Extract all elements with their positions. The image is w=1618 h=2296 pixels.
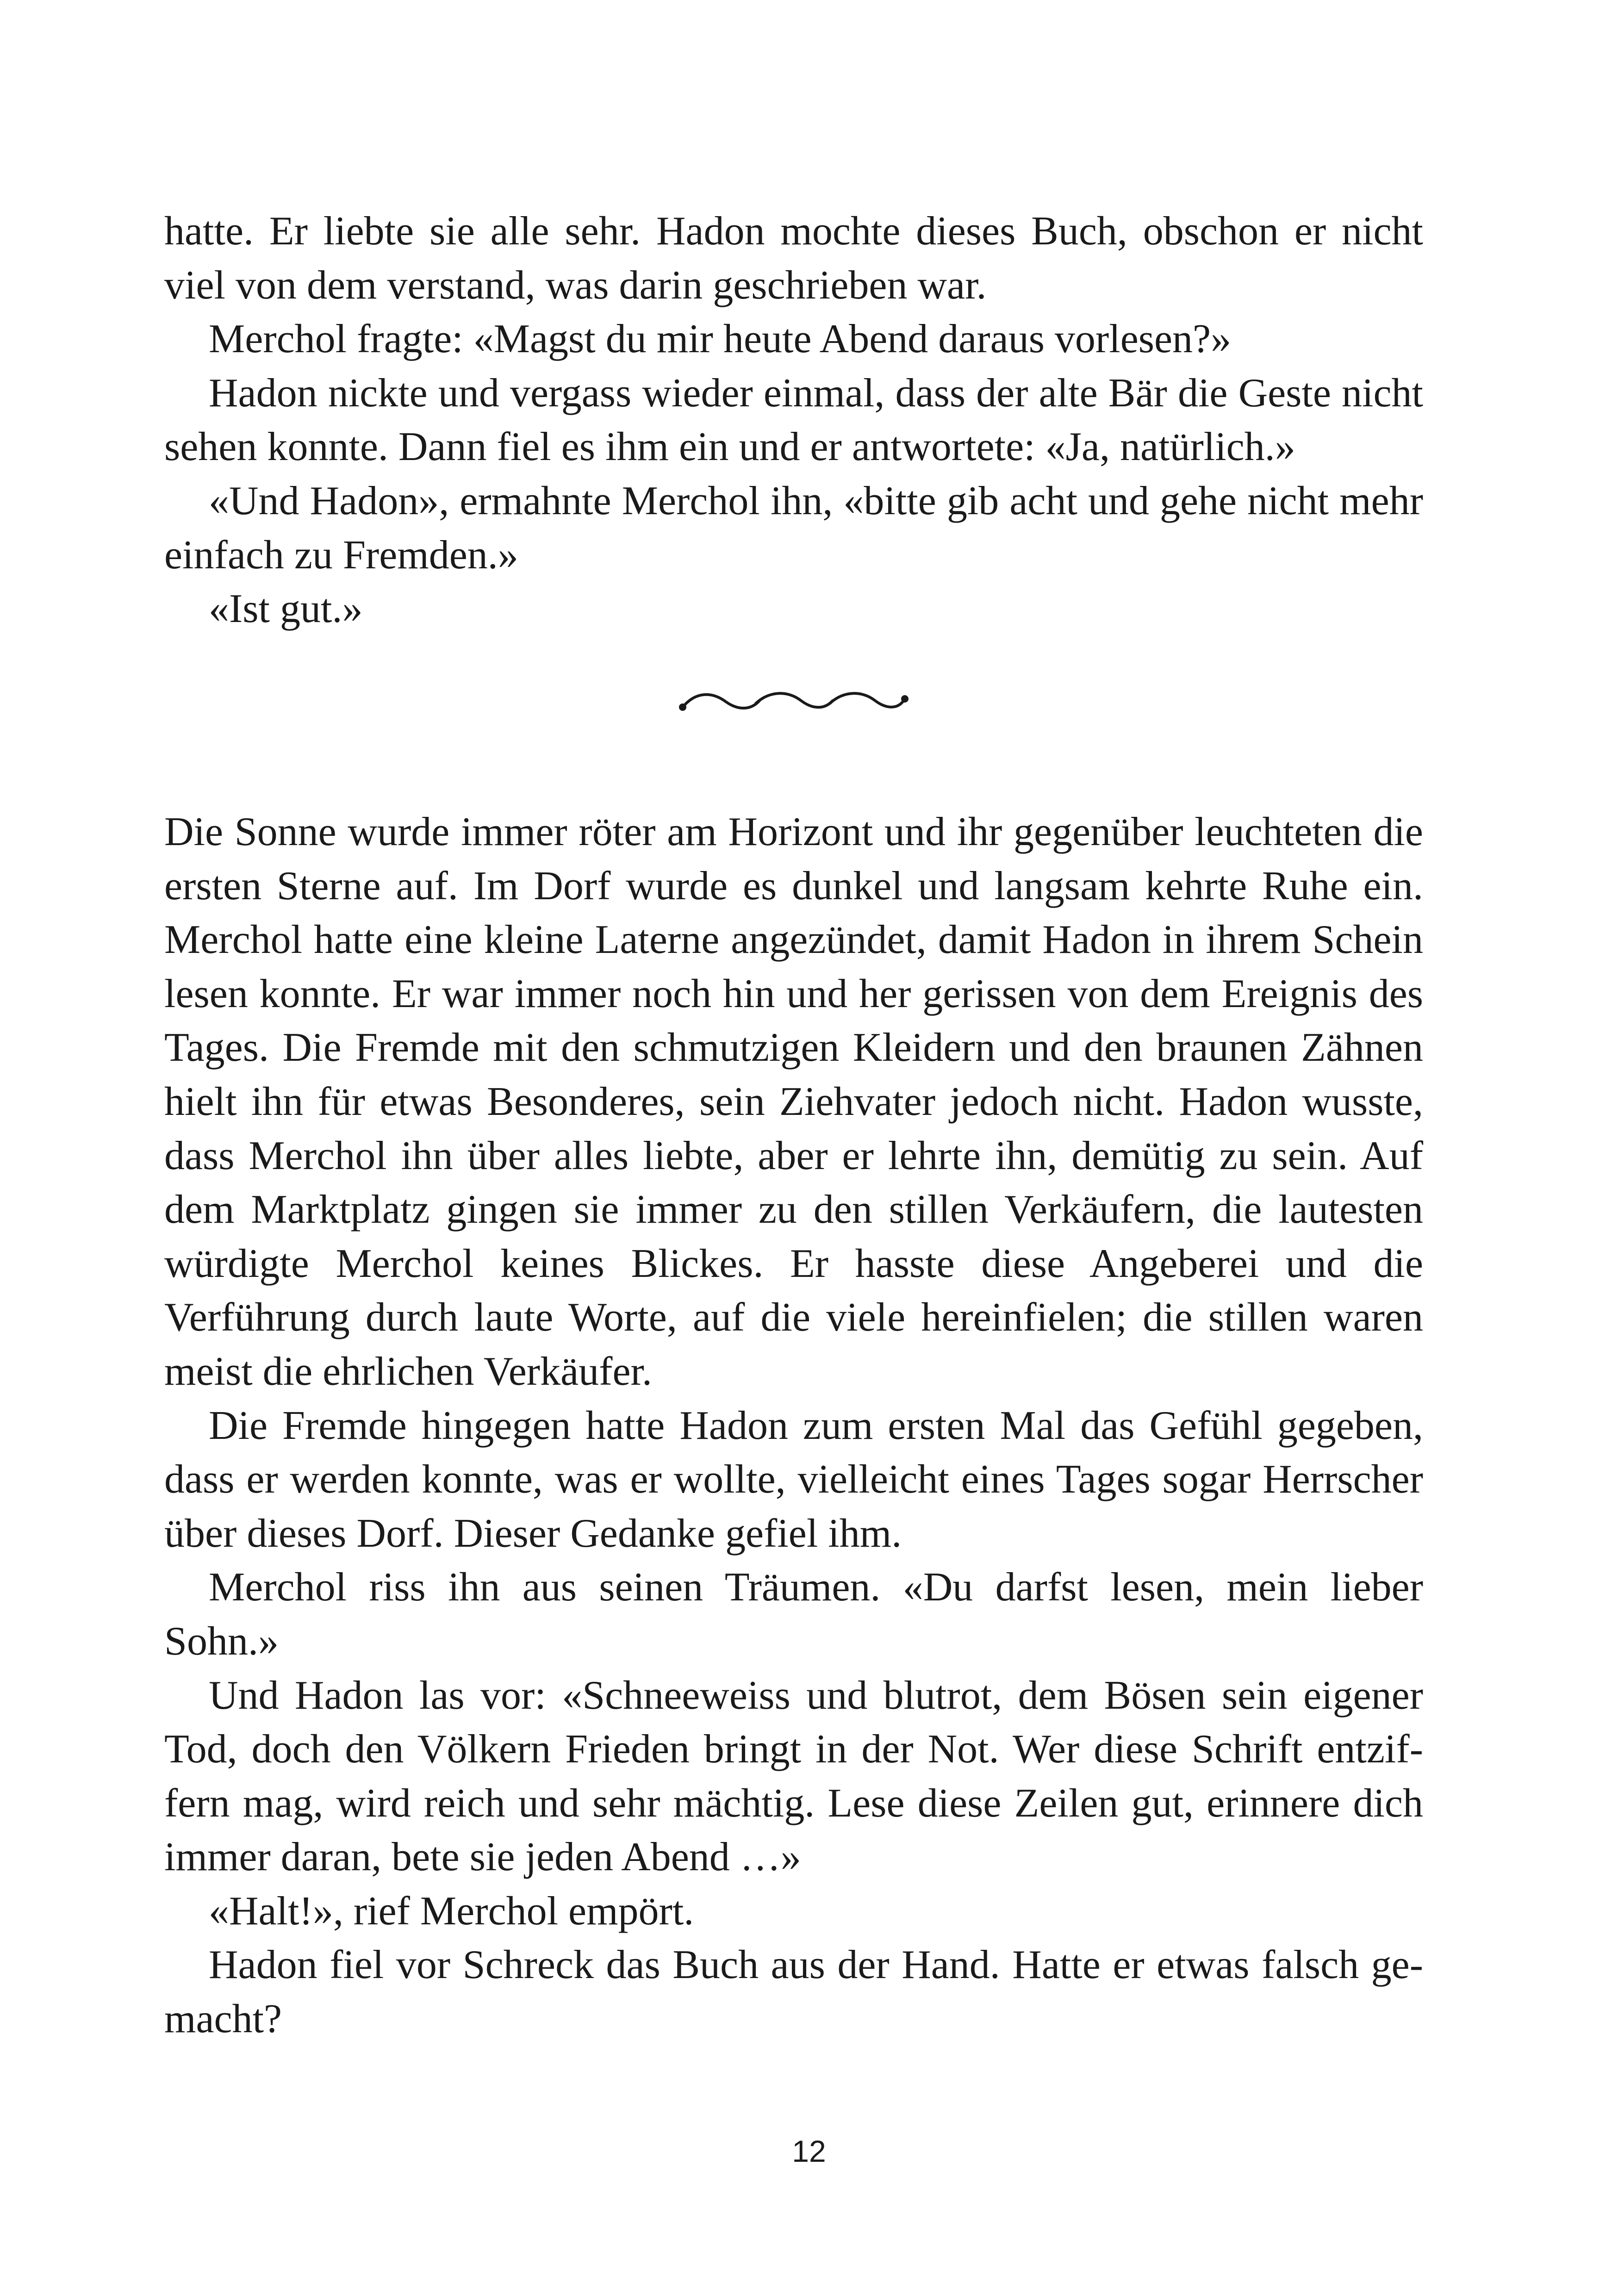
- paragraph: Die Fremde hingegen hatte Hadon zum ersten Mal das Gefühl gegeben, dass er werden konnte, was er wollte, vielleicht eines Tages sogar Herrscher über dieses Dorf. Dieser Gedanke gefiel ihm.: [164, 1403, 1423, 1556]
- paragraph: Merchol fragte: «Magst du mir heute Abend daraus vorlesen?»: [209, 317, 1232, 362]
- paragraph: Hadon fiel vor Schreck das Buch aus der Hand. Hatte er etwas falsch gemacht?: [164, 1942, 1423, 2042]
- paragraph: «Ist gut.»: [209, 586, 363, 632]
- text-section-after-break: [164, 805, 1423, 2047]
- paragraph: hatte. Er liebte sie alle sehr. Hadon mochte dieses Buch, obschon er nicht viel von dem verstand, was darin geschrieben war.: [164, 209, 1423, 308]
- paragraph: Merchol riss ihn aus seinen Träumen. «Du darfst lesen, mein lieber Sohn.»: [164, 1565, 1423, 1664]
- paragraph: Hadon nickte und vergass wieder einmal, dass der alte Bär die Geste nicht sehen konnte. Dann fiel es ihm ein und er antwortete: «Ja, natürlich.»: [164, 370, 1423, 470]
- paragraph: «Halt!», rief Merchol empört.: [209, 1888, 694, 1934]
- page-number: 12: [792, 2134, 826, 2168]
- tilde-flourish-divider-icon: [677, 685, 909, 717]
- paragraph: «Und Hadon», ermahnte Merchol ihn, «bitte gib acht und gehe nicht mehr einfach zu Fremden.»: [164, 478, 1423, 578]
- paragraph: Die Sonne wurde immer röter am Horizont und ihr gegenüber leuchteten die ersten Sterne auf. Im Dorf wurde es dunkel und langsam kehrte Ruhe ein. Merchol hatte eine kleine Laterne angezündet, damit Hadon in ihrem Schein lesen konnte. Er war immer noch hin und her gerissen von dem Ereignis des Tages. Die Fremde mit den schmutzigen Kleidern und den braunen Zähnen hielt ihn für etwas Besonderes, sein Ziehvater jedoch nicht. Hadon wusste, dass Merchol ihn über alles liebte, aber er lehrte ihn, demütig zu sein. Auf dem Marktplatz gingen sie immer zu den stillen Verkäufern, die lautesten würdigte Merchol keines Blickes. Er hasste diese Angeberei und die Verführung durch laute Worte, auf die viele hereinfielen; die stillen waren meist die ehrlichen Verkäufer.: [164, 809, 1423, 1394]
- paragraph: Und Hadon las vor: «Schneeweiss und blutrot, dem Bösen sein eigener Tod, doch den Völkern Frieden bringt in der Not. Wer diese Schrift entziffern mag, wird reich und sehr mächtig. Lese diese Zeilen gut, erinnere dich immer daran, bete sie jeden Abend …»: [164, 1673, 1423, 1880]
- text-section-before-break: [164, 205, 1423, 636]
